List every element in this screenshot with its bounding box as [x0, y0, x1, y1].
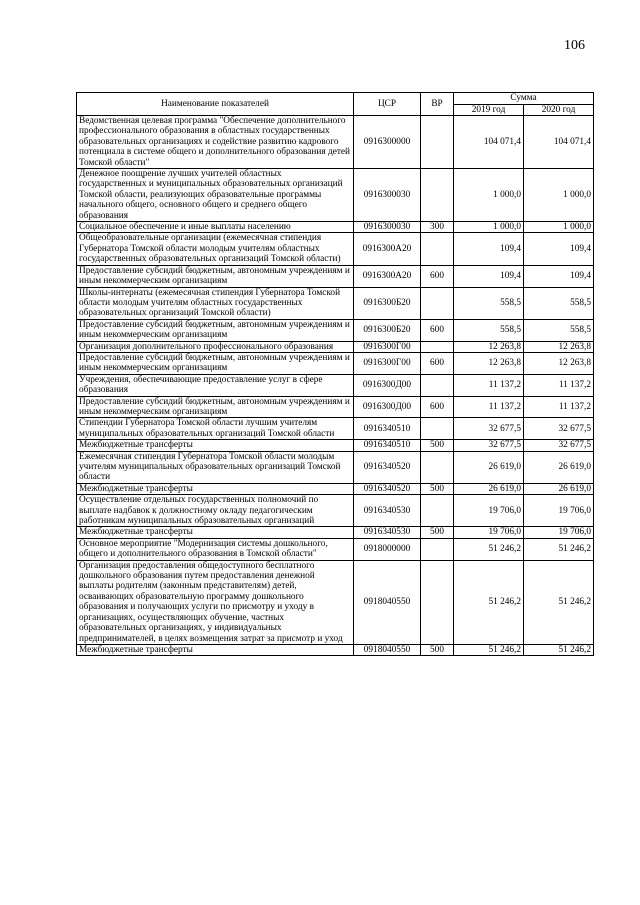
row-name: Предоставление субсидий бюджетным, автономным учреждениям и иным некоммерческим организациям	[77, 352, 354, 374]
row-name: Общеобразовательные организации (ежемесячная стипендия Губернатора Томской области молодым учителям областных государственных образовательных организаций Томской области)	[77, 233, 354, 265]
row-name: Осуществление отдельных государственных полномочий по выплате надбавок к должностному окладу педагогическим работникам муниципальных образовательных организаций	[77, 495, 354, 527]
row-amount-2019: 104 071,4	[454, 116, 524, 169]
table-row	[77, 538, 594, 560]
row-vr	[421, 287, 454, 319]
row-amount-2020: 12 263,8	[524, 341, 594, 352]
row-name: Учреждения, обеспечивающие предоставление услуг в сфере образования	[77, 374, 354, 396]
row-csr: 0916300Г00	[354, 341, 421, 352]
row-csr: 0916340510	[354, 418, 421, 440]
table-row	[77, 222, 594, 233]
row-vr	[421, 341, 454, 352]
row-csr: 0916340510	[354, 440, 421, 451]
header-year-2020: 2020 год	[524, 104, 594, 116]
row-vr: 600	[421, 396, 454, 418]
table-row	[77, 560, 594, 644]
row-amount-2020: 558,5	[524, 319, 594, 341]
row-csr: 0916300030	[354, 222, 421, 233]
row-name: Предоставление субсидий бюджетным, автономным учреждениям и иным некоммерческим организациям	[77, 265, 354, 287]
table-row	[77, 265, 594, 287]
row-vr	[421, 560, 454, 644]
table-row	[77, 374, 594, 396]
row-amount-2020: 51 246,2	[524, 538, 594, 560]
row-amount-2020: 1 000,0	[524, 222, 594, 233]
row-name: Основное мероприятие "Модернизация системы дошкольного, общего и дополнительного образования в Томской области"	[77, 538, 354, 560]
row-amount-2019: 32 677,5	[454, 440, 524, 451]
row-vr: 600	[421, 352, 454, 374]
row-amount-2020: 51 246,2	[524, 644, 594, 655]
row-amount-2020: 104 071,4	[524, 116, 594, 169]
row-name: Межбюджетные трансферты	[77, 483, 354, 494]
row-name: Денежное поощрение лучших учителей областных государственных и муниципальных образовательных организаций Томской области, реализующих образовательные программы начального общего, основного общего и среднего общего образования	[77, 169, 354, 222]
row-amount-2020: 11 137,2	[524, 374, 594, 396]
row-amount-2020: 109,4	[524, 233, 594, 265]
row-amount-2019: 51 246,2	[454, 560, 524, 644]
row-csr: 0918040550	[354, 560, 421, 644]
budget-table	[76, 92, 594, 656]
header-vr: ВР	[421, 93, 454, 116]
table-row	[77, 527, 594, 538]
row-vr	[421, 233, 454, 265]
row-amount-2020: 1 000,0	[524, 169, 594, 222]
table-row	[77, 169, 594, 222]
row-amount-2020: 26 619,0	[524, 483, 594, 494]
row-csr: 0916300Б20	[354, 287, 421, 319]
row-csr: 0916300А20	[354, 265, 421, 287]
row-csr: 0916300Д00	[354, 374, 421, 396]
row-csr: 0916340520	[354, 451, 421, 483]
row-vr: 600	[421, 319, 454, 341]
row-amount-2019: 32 677,5	[454, 418, 524, 440]
row-amount-2019: 1 000,0	[454, 222, 524, 233]
table-row	[77, 495, 594, 527]
row-vr: 500	[421, 440, 454, 451]
row-amount-2019: 19 706,0	[454, 527, 524, 538]
row-amount-2019: 12 263,8	[454, 352, 524, 374]
header-name: Наименование показателей	[77, 93, 354, 116]
row-vr	[421, 374, 454, 396]
row-amount-2019: 26 619,0	[454, 451, 524, 483]
table-row	[77, 483, 594, 494]
row-amount-2019: 26 619,0	[454, 483, 524, 494]
row-amount-2019: 1 000,0	[454, 169, 524, 222]
table-row	[77, 319, 594, 341]
row-amount-2019: 109,4	[454, 233, 524, 265]
header-csr: ЦСР	[354, 93, 421, 116]
row-amount-2020: 19 706,0	[524, 495, 594, 527]
row-csr: 0916300Б20	[354, 319, 421, 341]
row-name: Ведомственная целевая программа "Обеспечение дополнительного профессионального образования в областных государственных образовательных организациях и содействие развитию кадрового потенциала в системе общего и дополнительного образования детей Томской области"	[77, 116, 354, 169]
row-vr: 500	[421, 644, 454, 655]
row-vr: 300	[421, 222, 454, 233]
header-year-2019: 2019 год	[454, 104, 524, 116]
row-amount-2019: 11 137,2	[454, 396, 524, 418]
row-csr: 0918000000	[354, 538, 421, 560]
row-name: Межбюджетные трансферты	[77, 440, 354, 451]
row-vr	[421, 116, 454, 169]
table-row	[77, 396, 594, 418]
table-row	[77, 644, 594, 655]
row-csr: 0916300030	[354, 169, 421, 222]
row-name: Межбюджетные трансферты	[77, 644, 354, 655]
row-amount-2020: 51 246,2	[524, 560, 594, 644]
row-amount-2019: 558,5	[454, 287, 524, 319]
row-amount-2020: 32 677,5	[524, 440, 594, 451]
row-amount-2019: 558,5	[454, 319, 524, 341]
row-csr: 0916300000	[354, 116, 421, 169]
row-vr	[421, 418, 454, 440]
row-amount-2020: 32 677,5	[524, 418, 594, 440]
table-body	[77, 116, 594, 656]
table-row	[77, 440, 594, 451]
row-csr: 0916300Д00	[354, 396, 421, 418]
row-vr	[421, 538, 454, 560]
row-amount-2020: 19 706,0	[524, 527, 594, 538]
table-row	[77, 116, 594, 169]
row-name: Межбюджетные трансферты	[77, 527, 354, 538]
row-amount-2019: 109,4	[454, 265, 524, 287]
row-name: Организация предоставления общедоступного бесплатного дошкольного образования путем предоставления денежной выплаты родителям (законным представителям) детей, осваивающих образовательную программу дошкольного образования и получающих услуги по присмотру и уходу в организациях, осуществляющих обучение, частных образовательных организациях, у индивидуальных предпринимателей, в целях возмещения затрат за присмотр и уход	[77, 560, 354, 644]
row-csr: 0916340530	[354, 527, 421, 538]
row-amount-2020: 558,5	[524, 287, 594, 319]
table-row	[77, 341, 594, 352]
row-vr	[421, 495, 454, 527]
table-header	[77, 93, 594, 116]
row-amount-2020: 11 137,2	[524, 396, 594, 418]
row-vr: 600	[421, 265, 454, 287]
row-amount-2019: 11 137,2	[454, 374, 524, 396]
table-row	[77, 418, 594, 440]
row-amount-2020: 12 263,8	[524, 352, 594, 374]
row-vr	[421, 451, 454, 483]
table-row	[77, 352, 594, 374]
row-vr: 500	[421, 483, 454, 494]
row-amount-2019: 19 706,0	[454, 495, 524, 527]
row-csr: 0916340530	[354, 495, 421, 527]
row-csr: 0916300А20	[354, 233, 421, 265]
page-number: 106	[564, 38, 585, 53]
row-name: Предоставление субсидий бюджетным, автономным учреждениям и иным некоммерческим организациям	[77, 319, 354, 341]
row-csr: 0918040550	[354, 644, 421, 655]
row-amount-2019: 12 263,8	[454, 341, 524, 352]
row-name: Ежемесячная стипендия Губернатора Томской области молодым учителям муниципальных образовательных организаций Томской области	[77, 451, 354, 483]
row-amount-2020: 26 619,0	[524, 451, 594, 483]
row-csr: 0916300Г00	[354, 352, 421, 374]
row-amount-2019: 51 246,2	[454, 538, 524, 560]
row-csr: 0916340520	[354, 483, 421, 494]
row-amount-2020: 109,4	[524, 265, 594, 287]
row-name: Стипендии Губернатора Томской области лучшим учителям муниципальных образовательных организаций Томской области	[77, 418, 354, 440]
table-row	[77, 233, 594, 265]
row-amount-2019: 51 246,2	[454, 644, 524, 655]
row-vr	[421, 169, 454, 222]
row-vr: 500	[421, 527, 454, 538]
row-name: Социальное обеспечение и иные выплаты населению	[77, 222, 354, 233]
row-name: Школы-интернаты (ежемесячная стипендия Губернатора Томской области молодым учителям областных государственных образовательных организаций Томской области)	[77, 287, 354, 319]
row-name: Организация дополнительного профессионального образования	[77, 341, 354, 352]
table-row	[77, 451, 594, 483]
header-sum: Сумма	[454, 93, 594, 105]
table-row	[77, 287, 594, 319]
row-name: Предоставление субсидий бюджетным, автономным учреждениям и иным некоммерческим организациям	[77, 396, 354, 418]
